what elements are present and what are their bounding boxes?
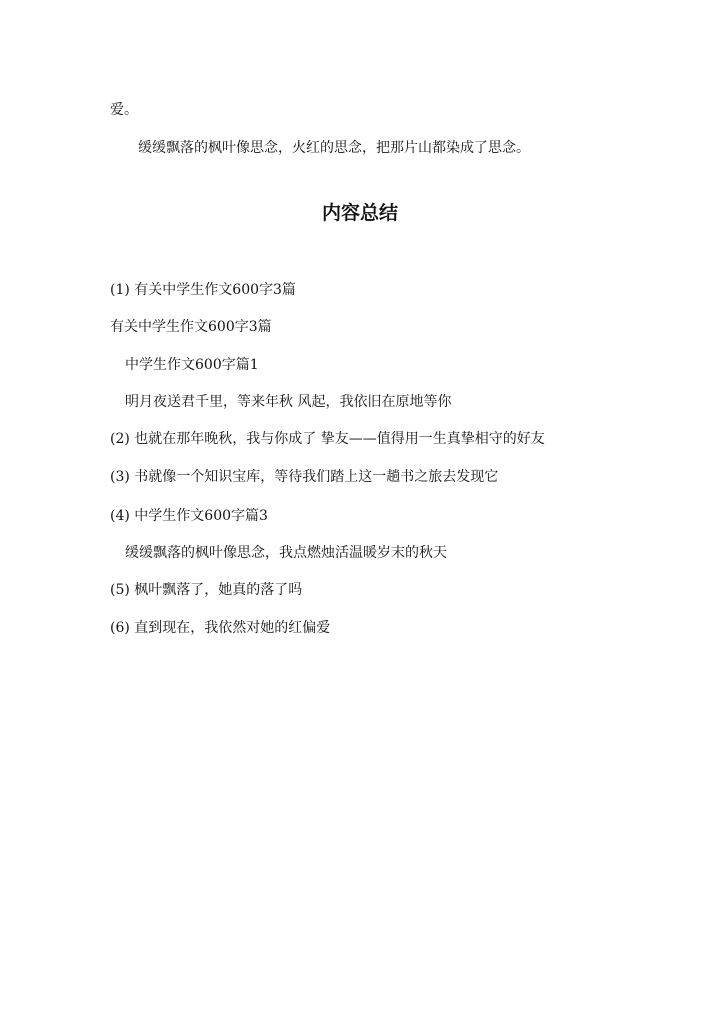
article-section-heading: 中学生作文600字篇1 xyxy=(125,357,259,373)
list-item-3: (3) 书就像一个知识宝库，等待我们踏上这一趟书之旅去发现它 xyxy=(110,469,499,485)
list-item-4: (4) 中学生作文600字篇3 xyxy=(110,508,268,524)
list-item-5: (5) 枫叶飘落了，她真的落了吗 xyxy=(110,582,303,598)
list-item-2: (2) 也就在那年晚秋，我与你成了 挚友——值得用一生真挚相守的好友 xyxy=(110,431,545,447)
article-text-1: 明月夜送君千里，等来年秋 风起，我依旧在原地等你 xyxy=(125,394,452,410)
intro-line-1: 爱。 xyxy=(110,102,138,118)
list-item-6: (6) 直到现在，我依然对她的红偏爱 xyxy=(110,620,331,636)
article-text-4: 缓缓飘落的枫叶像思念，我点燃烛活温暖岁末的秋天 xyxy=(125,545,447,561)
intro-line-2: 缓缓飘落的枫叶像思念，火红的思念，把那片山都染成了思念。 xyxy=(138,140,530,156)
list-item-1: (1) 有关中学生作文600字3篇 xyxy=(110,282,296,298)
summary-title: 内容总结 xyxy=(321,202,398,224)
article-title: 有关中学生作文600字3篇 xyxy=(110,319,272,335)
